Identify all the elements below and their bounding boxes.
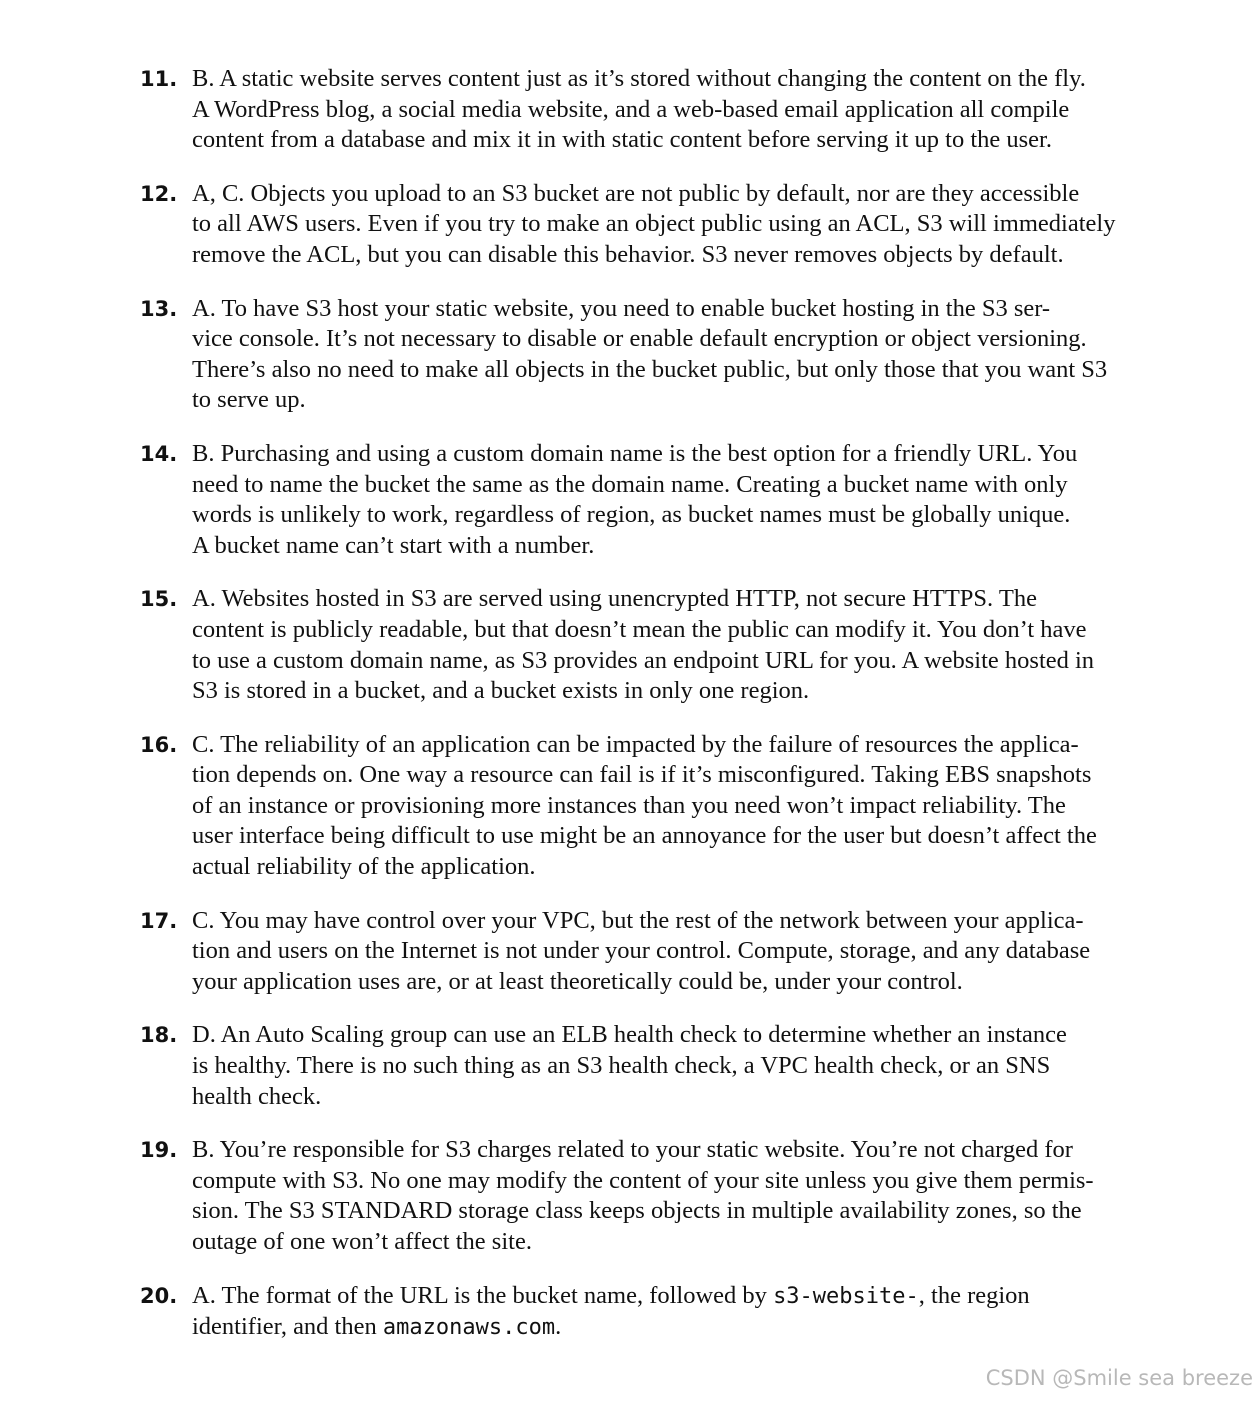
answer-line: B. Purchasing and using a custom domain name is the best option for a friendly URL. You: [192, 439, 1078, 467]
answer-line: B. A static website serves content just as it’s stored without changing the content on the fly.: [192, 65, 1086, 92]
answer-text: [192, 906, 1090, 998]
answer-line: sion. The S3 STANDARD storage class keeps objects in multiple availability zones, so the: [192, 1197, 1082, 1225]
answer-line: to all AWS users. Even if you try to make an object public using an ACL, S3 will immediately: [192, 210, 1116, 238]
answer-list: [140, 64, 1215, 1344]
answer-item: [140, 1020, 1215, 1112]
answer-line: There’s also no need to make all objects in the bucket public, but only those that you want S3: [192, 355, 1108, 383]
answer-line: health check.: [192, 1082, 322, 1110]
answer-text: [192, 294, 1107, 416]
answer-number: 12.: [140, 181, 178, 206]
answer-text-run: A. The format of the URL is the bucket name, followed by: [192, 1281, 774, 1309]
answer-text: [192, 1135, 1094, 1257]
answer-text-run: .: [555, 1313, 562, 1341]
answer-item: [140, 64, 1215, 156]
answer-line: to serve up.: [192, 386, 306, 414]
answer-number: 14.: [140, 441, 178, 466]
answer-line: A. To have S3 host your static website, you need to enable bucket hosting in the S3 ser-: [192, 294, 1051, 322]
answer-line: tion depends on. One way a resource can fail is if it’s misconfigured. Taking EBS snapshots: [192, 761, 1092, 789]
answer-line: D. An Auto Scaling group can use an ELB health check to determine whether an instance: [192, 1021, 1067, 1049]
answer-text-run: identifier, and then: [192, 1313, 383, 1341]
answer-line: B. You’re responsible for S3 charges related to your static website. You’re not charged for: [192, 1136, 1073, 1164]
answer-item: [140, 584, 1215, 706]
answer-text: [192, 584, 1094, 706]
answer-line: content is publicly readable, but that doesn’t mean the public can modify it. You don’t have: [192, 615, 1087, 643]
answer-line: A bucket name can’t start with a number.: [192, 531, 595, 559]
answer-item: [140, 294, 1215, 416]
answer-item: [140, 1135, 1215, 1257]
answer-item: [140, 179, 1215, 271]
answer-item: [140, 906, 1215, 998]
answer-text: [192, 439, 1077, 561]
answer-line: [192, 1281, 1030, 1313]
answer-line: user interface being difficult to use might be an annoyance for the user but doesn’t affect the: [192, 822, 1097, 850]
answer-item: [140, 439, 1215, 561]
answer-line: C. The reliability of an application can be impacted by the failure of resources the applica-: [192, 730, 1079, 758]
inline-code: s3-website-: [773, 1283, 919, 1309]
answer-number: 15.: [140, 587, 178, 612]
answer-line: vice console. It’s not necessary to disable or enable default encryption or object versioning.: [192, 325, 1087, 353]
answer-text: [192, 64, 1086, 156]
answer-line: A WordPress blog, a social media website, and a web-based email application all compile: [192, 95, 1070, 123]
answer-line: is healthy. There is no such thing as an S3 health check, a VPC health check, or an SNS: [192, 1052, 1051, 1080]
answer-line: of an instance or provisioning more instances than you need won’t impact reliability. The: [192, 791, 1066, 819]
answer-line: C. You may have control over your VPC, but the rest of the network between your applica-: [192, 906, 1084, 934]
inline-code: amazonaws.com: [382, 1315, 556, 1341]
watermark: CSDN @Smile sea breeze: [985, 1366, 1253, 1390]
answer-item-last: [140, 1281, 1215, 1344]
answer-number: 13.: [140, 296, 178, 321]
answer-number: 19.: [140, 1138, 178, 1163]
answer-line: your application uses are, or at least theoretically could be, under your control.: [192, 967, 963, 995]
answer-text-run: , the region: [918, 1281, 1030, 1309]
answer-line: outage of one won’t affect the site.: [192, 1228, 532, 1255]
answer-line: S3 is stored in a bucket, and a bucket exists in only one region.: [192, 677, 810, 705]
answer-number: 17.: [140, 908, 178, 933]
answer-line: compute with S3. No one may modify the content of your site unless you give them permis-: [192, 1166, 1094, 1194]
answer-text: [192, 1281, 1030, 1344]
answer-text: [192, 179, 1115, 271]
answer-line: A, C. Objects you upload to an S3 bucket are not public by default, nor are they accessible: [192, 179, 1080, 207]
answer-number: 16.: [140, 732, 178, 757]
answer-line: tion and users on the Internet is not under your control. Compute, storage, and any database: [192, 937, 1091, 965]
answer-line: actual reliability of the application.: [192, 853, 536, 881]
answer-line: content from a database and mix it in with static content before serving it up to the user.: [192, 126, 1052, 154]
answer-text: [192, 1020, 1067, 1112]
answer-line: words is unlikely to work, regardless of region, as bucket names must be globally unique.: [192, 501, 1071, 529]
answer-item: [140, 730, 1215, 883]
answer-number: 11.: [140, 67, 178, 91]
answer-line: A. Websites hosted in S3 are served using unencrypted HTTP, not secure HTTPS. The: [192, 585, 1037, 613]
answer-line: to use a custom domain name, as S3 provides an endpoint URL for you. A website hosted in: [192, 646, 1095, 674]
answer-number: 18.: [140, 1023, 178, 1048]
answer-text: [192, 730, 1097, 883]
answer-number: 20.: [140, 1283, 178, 1308]
answer-line: need to name the bucket the same as the domain name. Creating a bucket name with only: [192, 470, 1068, 498]
answer-line: remove the ACL, but you can disable this behavior. S3 never removes objects by default.: [192, 240, 1064, 268]
answer-line: [192, 1312, 1030, 1344]
